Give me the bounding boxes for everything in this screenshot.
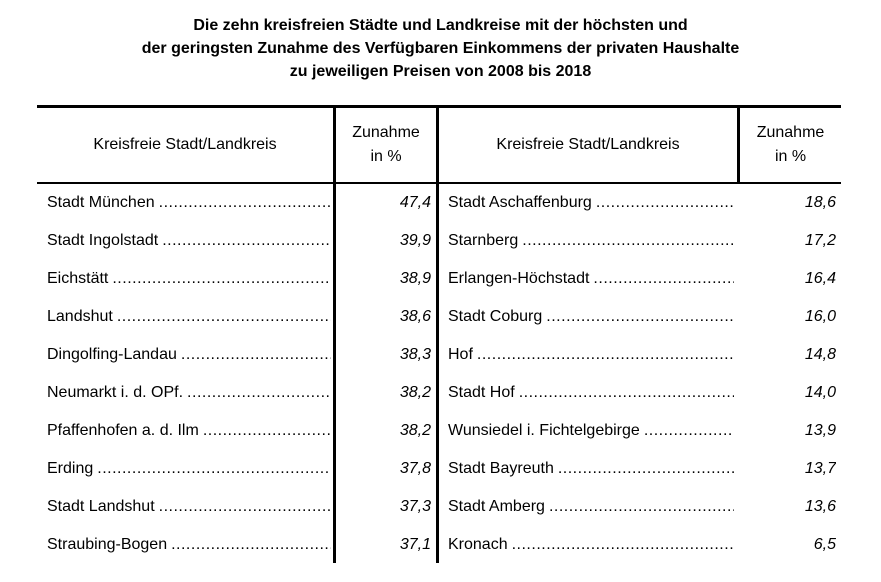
leader-dots bbox=[159, 194, 331, 212]
right-name: Stadt Bayreuth bbox=[448, 460, 554, 477]
left-name-cell bbox=[47, 450, 331, 488]
leader-dots bbox=[117, 308, 331, 326]
leader-dots bbox=[97, 460, 331, 478]
leader-dots bbox=[203, 422, 331, 440]
left-value: 37,3 bbox=[399, 498, 431, 515]
left-value: 38,6 bbox=[399, 308, 431, 325]
right-name-cell bbox=[448, 450, 734, 488]
table-row bbox=[37, 412, 841, 450]
left-name-cell bbox=[47, 298, 331, 336]
leader-dots bbox=[112, 270, 331, 288]
right-value: 13,7 bbox=[804, 460, 836, 477]
right-value: 14,8 bbox=[804, 346, 836, 363]
left-name: Straubing-Bogen bbox=[47, 536, 168, 553]
table-row bbox=[37, 260, 841, 298]
left-name-cell bbox=[47, 488, 331, 526]
left-name-cell bbox=[47, 526, 331, 564]
leader-dots bbox=[549, 498, 734, 516]
left-value: 37,8 bbox=[399, 460, 431, 477]
table-row bbox=[37, 222, 841, 260]
right-name: Wunsiedel i. Fichtelgebirge bbox=[448, 422, 640, 439]
left-name-cell bbox=[47, 184, 331, 222]
left-name-cell bbox=[47, 412, 331, 450]
right-name-cell bbox=[448, 488, 734, 526]
title-line-2: der geringsten Zunahme des Verfügbaren Einkommens der privaten Haushalte bbox=[141, 40, 740, 57]
leader-dots bbox=[522, 232, 734, 250]
right-name-cell bbox=[448, 298, 734, 336]
right-value: 18,6 bbox=[804, 194, 836, 211]
left-value: 38,2 bbox=[399, 422, 431, 439]
leader-dots bbox=[558, 460, 734, 478]
leader-dots bbox=[477, 346, 734, 364]
leader-dots bbox=[162, 232, 331, 250]
leader-dots bbox=[519, 384, 734, 402]
right-name: Hof bbox=[448, 346, 473, 363]
right-name: Starnberg bbox=[448, 232, 519, 249]
leader-dots bbox=[596, 194, 734, 212]
left-name-cell bbox=[47, 260, 331, 298]
leader-dots bbox=[546, 308, 734, 326]
header-right-value bbox=[740, 108, 841, 182]
left-name-cell bbox=[47, 374, 331, 412]
leader-dots bbox=[644, 422, 734, 440]
right-value: 14,0 bbox=[804, 384, 836, 401]
left-value: 39,9 bbox=[399, 232, 431, 249]
right-name-cell bbox=[448, 222, 734, 260]
header-right-name: Kreisfreie Stadt/Landkreis bbox=[496, 136, 680, 153]
left-name: Erding bbox=[47, 460, 94, 477]
left-name: Stadt Ingolstadt bbox=[47, 232, 159, 249]
table-row bbox=[37, 336, 841, 374]
left-value: 37,1 bbox=[399, 536, 431, 553]
right-name-cell bbox=[448, 184, 734, 222]
header-left-value-line2: in % bbox=[370, 148, 402, 165]
left-value: 47,4 bbox=[399, 194, 431, 211]
right-value: 16,4 bbox=[804, 270, 836, 287]
leader-dots bbox=[512, 536, 734, 554]
header-right-value-line2: in % bbox=[774, 148, 807, 165]
table-row bbox=[37, 298, 841, 336]
right-name-cell bbox=[448, 374, 734, 412]
left-name: Pfaffenhofen a. d. Ilm bbox=[47, 422, 199, 439]
right-name: Stadt Aschaffenburg bbox=[448, 194, 592, 211]
table-row bbox=[37, 488, 841, 526]
title-line-3: zu jeweiligen Preisen von 2008 bis 2018 bbox=[289, 63, 592, 80]
header-left-name: Kreisfreie Stadt/Landkreis bbox=[93, 136, 277, 153]
leader-dots bbox=[159, 498, 331, 516]
left-name-cell bbox=[47, 336, 331, 374]
right-name: Kronach bbox=[448, 536, 508, 553]
table-title bbox=[0, 14, 881, 83]
header-left-value-line1: Zunahme bbox=[352, 124, 420, 141]
left-value: 38,2 bbox=[399, 384, 431, 401]
right-name: Stadt Hof bbox=[448, 384, 515, 401]
left-name: Dingolfing-Landau bbox=[47, 346, 177, 363]
left-value: 38,3 bbox=[399, 346, 431, 363]
right-name: Stadt Coburg bbox=[448, 308, 543, 325]
header-right-value-line1: Zunahme bbox=[756, 124, 825, 141]
right-name-cell bbox=[448, 526, 734, 564]
leader-dots bbox=[181, 346, 331, 364]
left-name: Stadt Landshut bbox=[47, 498, 155, 515]
left-value: 38,9 bbox=[399, 270, 431, 287]
right-value: 13,9 bbox=[804, 422, 836, 439]
right-value: 13,6 bbox=[804, 498, 836, 515]
table-row bbox=[37, 374, 841, 412]
left-name: Eichstätt bbox=[47, 270, 109, 287]
leader-dots bbox=[171, 536, 331, 554]
right-name-cell bbox=[448, 336, 734, 374]
left-name-cell bbox=[47, 222, 331, 260]
right-value: 17,2 bbox=[804, 232, 836, 249]
leader-dots bbox=[593, 270, 734, 288]
right-name-cell bbox=[448, 412, 734, 450]
left-name: Neumarkt i. d. OPf. bbox=[47, 384, 184, 401]
right-name: Stadt Amberg bbox=[448, 498, 545, 515]
table-row bbox=[37, 526, 841, 564]
leader-dots bbox=[187, 384, 331, 402]
left-name: Stadt München bbox=[47, 194, 155, 211]
table-row bbox=[37, 184, 841, 222]
right-name-cell bbox=[448, 260, 734, 298]
left-name: Landshut bbox=[47, 308, 113, 325]
header-left-value bbox=[336, 108, 436, 182]
right-value: 16,0 bbox=[804, 308, 836, 325]
table-row bbox=[37, 450, 841, 488]
right-name: Erlangen-Höchstadt bbox=[448, 270, 590, 287]
right-value: 6,5 bbox=[813, 536, 836, 553]
title-line-1: Die zehn kreisfreien Städte und Landkreise mit der höchsten und bbox=[193, 17, 688, 34]
